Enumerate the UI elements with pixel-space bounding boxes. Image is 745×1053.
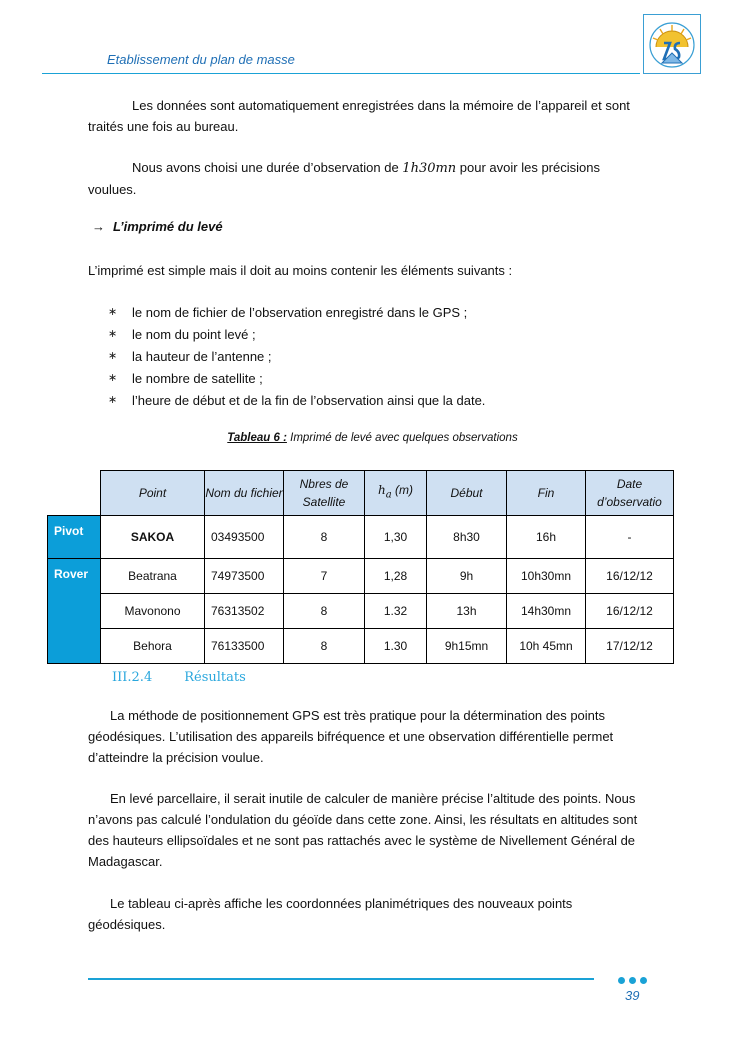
table-cell: 16/12/12 (586, 594, 674, 629)
bullet-list (108, 302, 485, 412)
section-heading-title: L’imprimé du levé (113, 219, 223, 234)
school-logo-icon (643, 14, 701, 74)
table-row (48, 559, 674, 594)
page-number: 39 (625, 988, 640, 1003)
table-cell: 1.30 (365, 629, 427, 664)
table-cell: 03493500 (205, 516, 284, 559)
table-cell: 17/12/12 (586, 629, 674, 664)
table-cell: 10h 45mn (507, 629, 586, 664)
list-item: ∗ le nombre de satellite ; (108, 368, 485, 390)
table-cell: 8 (284, 594, 365, 629)
table-corner (48, 471, 101, 516)
table-cell: SAKOA (101, 516, 205, 559)
table-cell: 8 (284, 629, 365, 664)
subsection-heading (112, 670, 246, 685)
table-cell: 74973500 (205, 559, 284, 594)
table-cell: 9h (427, 559, 507, 594)
duration-math: 1h30mn (402, 161, 457, 176)
bullet-star-icon: ∗ (108, 328, 118, 340)
paragraph-next-table: Le tableau ci-après affiche les coordonnées planimétriques des nouveaux points géodésiques. (88, 896, 573, 932)
table-cell: Mavonono (101, 594, 205, 629)
subsection-title: Résultats (184, 670, 246, 685)
table-cell: 14h30mn (507, 594, 586, 629)
table-row (48, 516, 674, 559)
section-heading (92, 219, 223, 234)
list-item: ∗ le nom du point levé ; (108, 324, 485, 346)
table-row (48, 594, 674, 629)
table-cell: 13h (427, 594, 507, 629)
footer-dots-icon (618, 977, 647, 984)
paragraph-gps-method: La méthode de positionnement GPS est très pratique pour la détermination des points géodésiques. L’utilisation des appareils bifréquence et une observation différentielle permet d’atteindre la précision voulue. (88, 708, 614, 765)
table-cell: - (586, 516, 674, 559)
paragraph-altitude: En levé parcellaire, il serait inutile de calculer de manière précise l’altitude des points. Nous n’avons pas calculé l’ondulation du géoïde dans cette zone. Ainsi, les résultats en altitudes sont des hauteurs ellipsoïdales et ne sont pas rattachés avec le système de Nivellement Général de Madagascar. (88, 791, 638, 869)
bullet-star-icon: ∗ (108, 306, 118, 318)
list-item: ∗ la hauteur de l’antenne ; (108, 346, 485, 368)
column-header: Début (427, 471, 507, 516)
table-cell: 8 (284, 516, 365, 559)
table-cell: 8h30 (427, 516, 507, 559)
table-caption (0, 432, 745, 444)
bullet-star-icon: ∗ (108, 350, 118, 362)
table-row (48, 629, 674, 664)
table-cell: 10h30mn (507, 559, 586, 594)
column-header: Point (101, 471, 205, 516)
paragraph-observation-duration (88, 157, 648, 200)
paragraph-print-intro: L’imprimé est simple mais il doit au moins contenir les éléments suivants : (88, 263, 513, 278)
row-group-pivot: Pivot (48, 516, 101, 559)
table-cell: 9h15mn (427, 629, 507, 664)
footer-rule (88, 978, 594, 980)
table-cell: 1,28 (365, 559, 427, 594)
table-cell: Beatrana (101, 559, 205, 594)
table-cell: Behora (101, 629, 205, 664)
header-rule (42, 73, 640, 74)
duration-text-after: pour avoir les précisions voulues. (88, 160, 600, 197)
table-cell: 76313502 (205, 594, 284, 629)
table-header-row (48, 471, 674, 516)
subsection-number: III.2.4 (112, 670, 153, 685)
column-header: Nom du fichier (205, 471, 284, 516)
duration-text-before: Nous avons choisi une durée d’observation de (132, 160, 403, 175)
table-caption-label: Tableau 6 : (227, 432, 287, 444)
table-cell: 1,30 (365, 516, 427, 559)
bullet-star-icon: ∗ (108, 394, 118, 406)
column-header: Date d’observatio (586, 471, 674, 516)
table-cell: 1.32 (365, 594, 427, 629)
table-caption-text: Imprimé de levé avec quelques observations (286, 432, 518, 444)
column-header-antenna-height: $h_a$ (m) (365, 471, 427, 516)
table-cell: 76133500 (205, 629, 284, 664)
bullet-star-icon: ∗ (108, 372, 118, 384)
table-cell: 16/12/12 (586, 559, 674, 594)
row-group-rover: Rover (48, 559, 101, 664)
list-item: ∗ le nom de fichier de l’observation enregistré dans le GPS ; (108, 302, 485, 324)
observation-table (47, 470, 674, 664)
running-header-title: Etablissement du plan de masse (107, 52, 295, 67)
list-item: ∗ l’heure de début et de la fin de l’observation ainsi que la date. (108, 390, 485, 412)
table-cell: 16h (507, 516, 586, 559)
paragraph-data-recording: Les données sont automatiquement enregistrées dans la mémoire de l’appareil et sont traités une fois au bureau. (88, 98, 630, 134)
table-cell: 7 (284, 559, 365, 594)
column-header: Fin (507, 471, 586, 516)
column-header: Nbres de Satellite (284, 471, 365, 516)
arrow-right-icon: → (92, 219, 105, 234)
